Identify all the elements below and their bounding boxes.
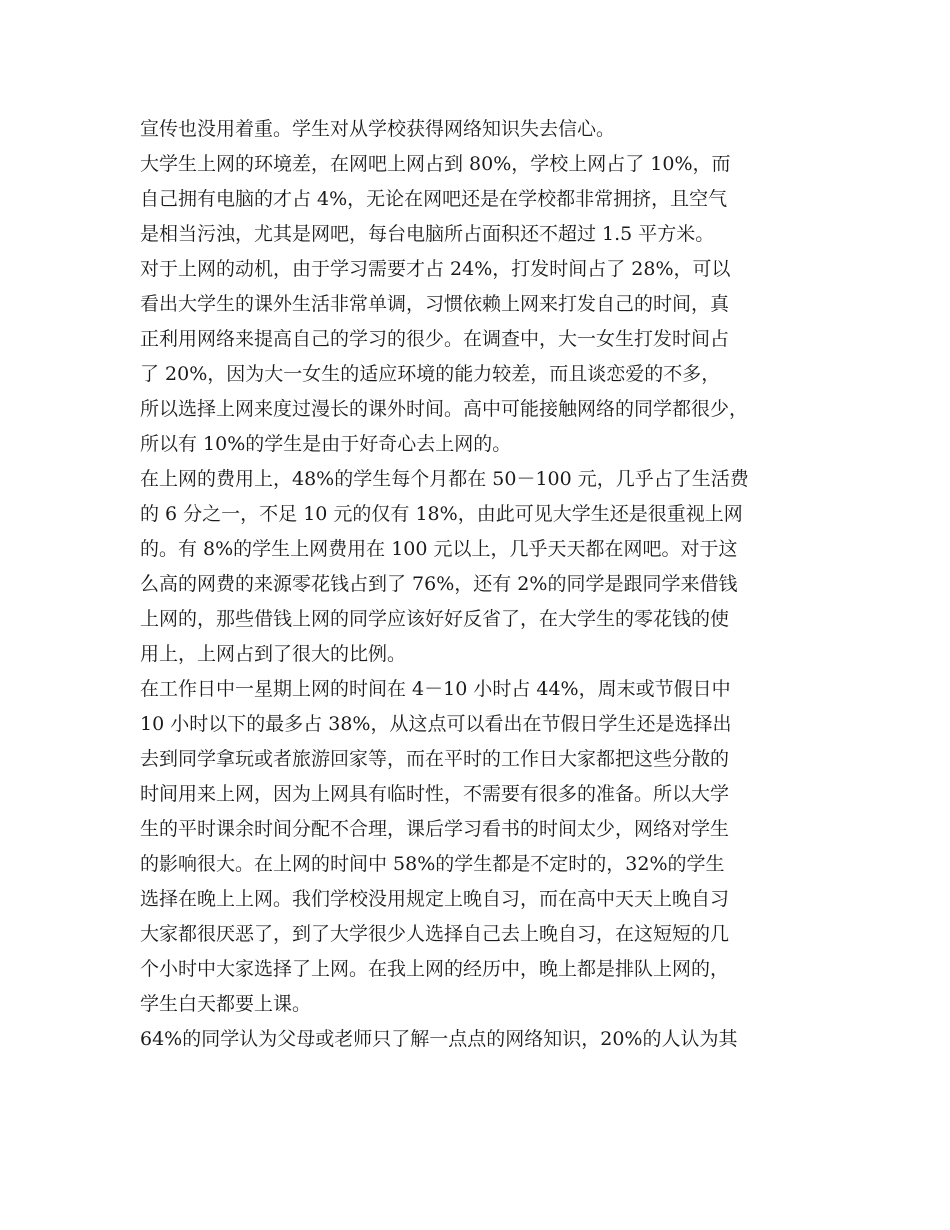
text-line: 在上网的费用上，48%的学生每个月都在 50－100 元，几乎占了生活费	[140, 468, 749, 490]
text-line: 么高的网费的来源零花钱占到了 76%，还有 2%的同学是跟同学来借钱	[140, 573, 738, 595]
text-line: 所以选择上网来度过漫长的课外时间。高中可能接触网络的同学都很少，	[140, 398, 749, 420]
text-line: 用上，上网占到了很大的比例。	[140, 643, 407, 665]
text-line: 大学生上网的环境差，在网吧上网占到 80%，学校上网占了 10%，而	[140, 153, 731, 175]
text-line: 对于上网的动机，由于学习需要才占 24%，打发时间占了 28%，可以	[140, 258, 731, 280]
text-line: 正利用网络来提高自己的学习的很少。在调查中，大一女生打发时间占	[140, 328, 730, 350]
text-line: 上网的，那些借钱上网的同学应该好好反省了，在大学生的零花钱的使	[140, 608, 730, 630]
text-line: 去到同学拿玩或者旅游回家等，而在平时的工作日大家都把这些分散的	[140, 748, 730, 770]
text-line: 了 20%，因为大一女生的适应环境的能力较差，而且谈恋爱的不多，	[140, 363, 721, 385]
text-line: 自己拥有电脑的才占 4%，无论在网吧还是在学校都非常拥挤，且空气	[140, 188, 728, 210]
text-line: 生的平时课余时间分配不合理，课后学习看书的时间太少，网络对学生	[140, 818, 730, 840]
text-line: 宣传也没用着重。学生对从学校获得网络知识失去信心。	[140, 118, 616, 140]
text-line: 个小时中大家选择了上网。在我上网的经历中，晚上都是排队上网的，	[140, 958, 730, 980]
text-line: 大家都很厌恶了，到了大学很少人选择自己去上晚自习，在这短短的几	[140, 923, 730, 945]
text-line: 看出大学生的课外生活非常单调，习惯依赖上网来打发自己的时间，真	[140, 293, 730, 315]
text-line: 的。有 8%的学生上网费用在 100 元以上，几乎天天都在网吧。对于这	[140, 538, 738, 560]
text-line: 选择在晚上上网。我们学校没用规定上晚自习，而在高中天天上晚自习	[140, 888, 730, 910]
text-line: 的 6 分之一，不足 10 元的仅有 18%，由此可见大学生还是很重视上网	[140, 503, 743, 525]
text-line: 是相当污浊，尤其是网吧，每台电脑所占面积还不超过 1.5 平方米。	[140, 223, 715, 245]
text-line: 时间用来上网，因为上网具有临时性，不需要有很多的准备。所以大学	[140, 783, 730, 805]
body-text	[140, 112, 830, 1057]
text-line: 10 小时以下的最多占 38%，从这点可以看出在节假日学生还是选择出	[140, 713, 732, 735]
text-line: 64%的同学认为父母或老师只了解一点点的网络知识，20%的人认为其	[140, 1028, 738, 1050]
text-line: 在工作日中一星期上网的时间在 4－10 小时占 44%，周末或节假日中	[140, 678, 731, 700]
text-line: 的影响很大。在上网的时间中 58%的学生都是不定时的，32%的学生	[140, 853, 725, 875]
text-line: 学生白天都要上课。	[140, 993, 312, 1015]
text-line: 所以有 10%的学生是由于好奇心去上网的。	[140, 433, 512, 455]
